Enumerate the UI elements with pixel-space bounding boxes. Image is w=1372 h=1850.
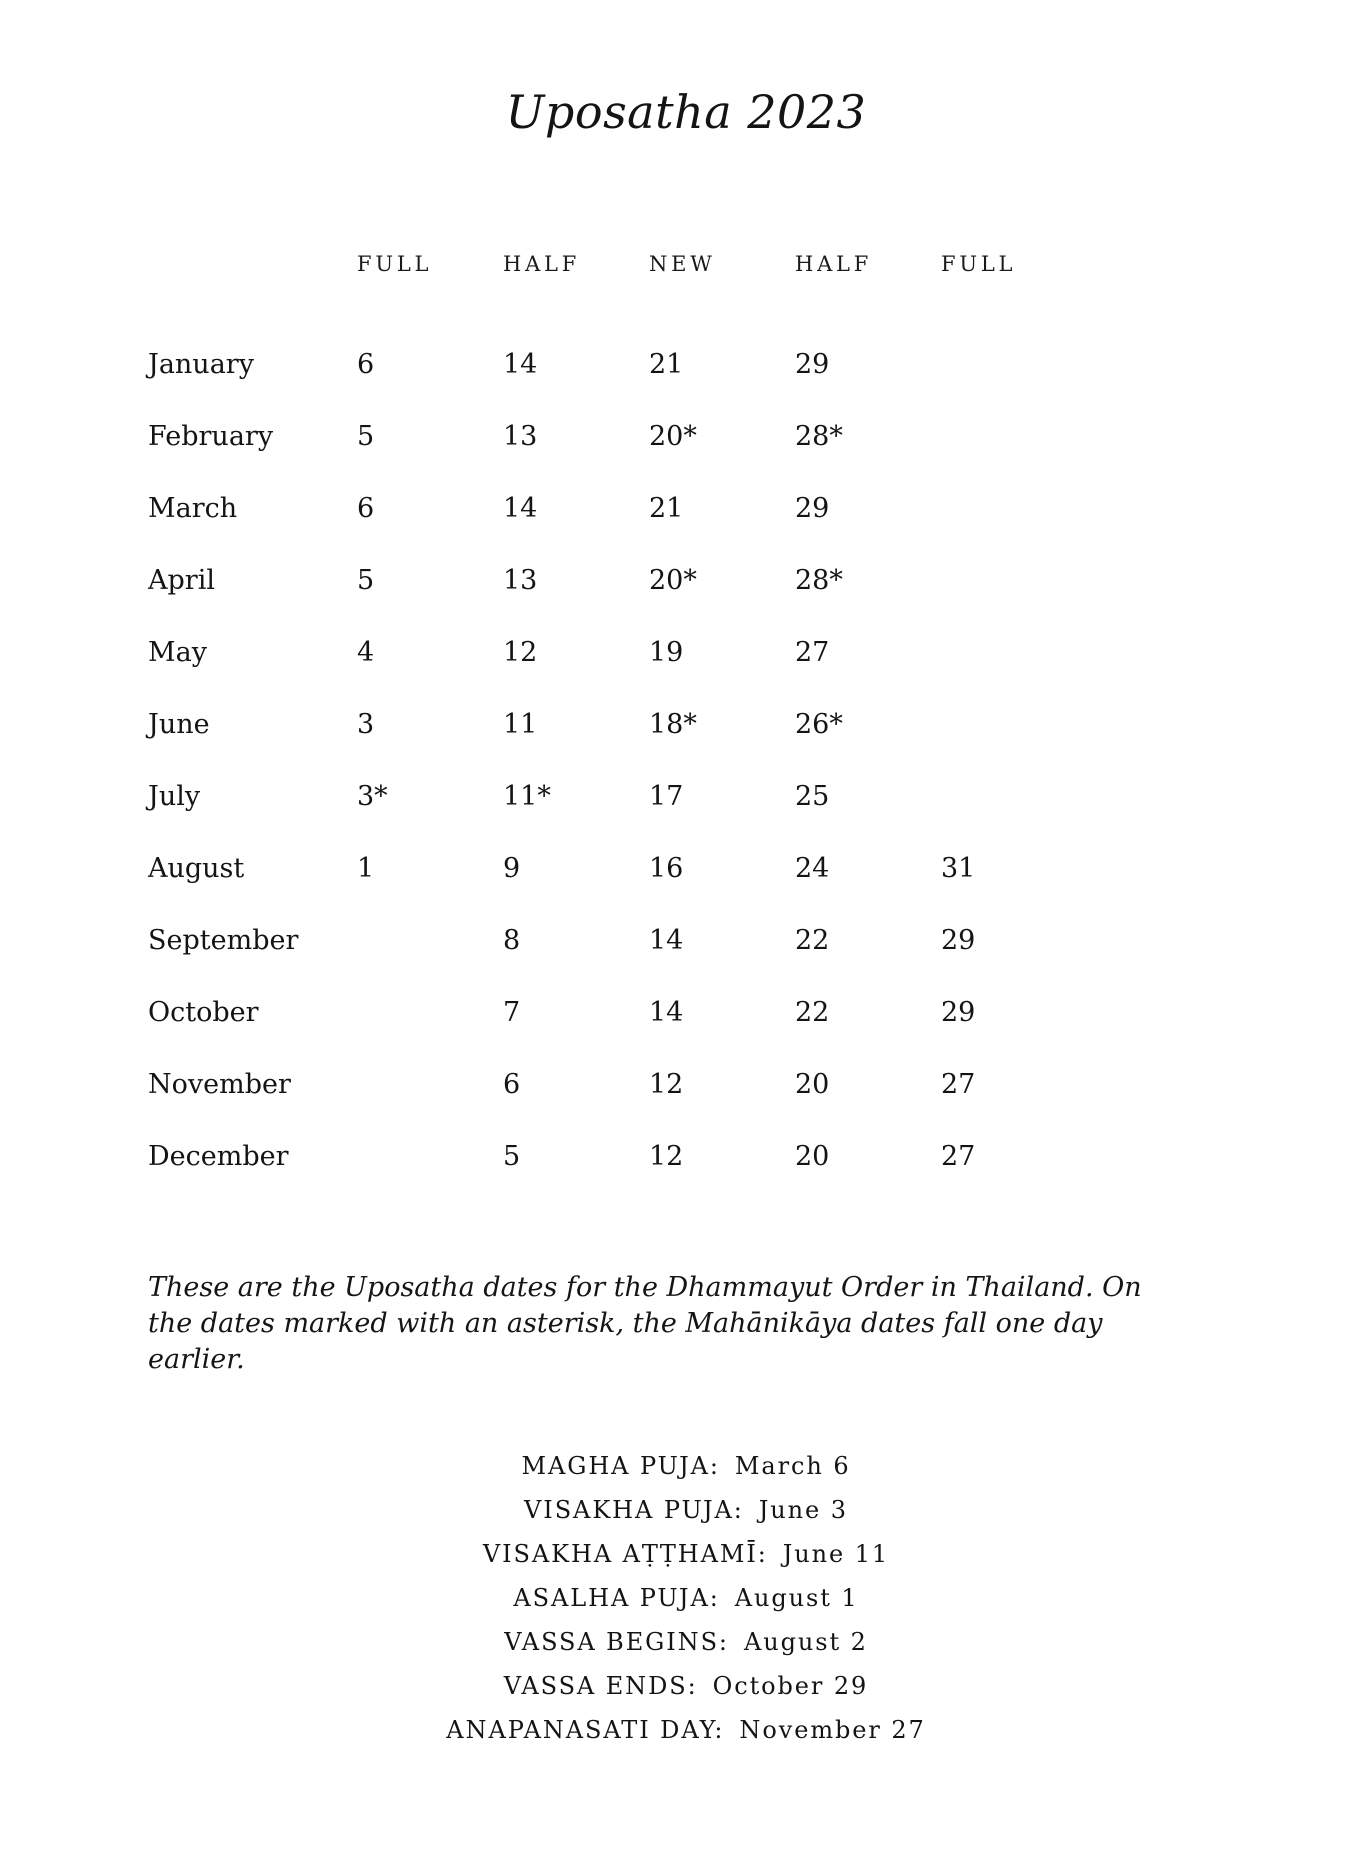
table-row <box>148 400 1087 472</box>
date-cell-new: 20* <box>649 420 697 452</box>
date-cell-half-1: 9 <box>503 852 521 884</box>
special-day-item <box>0 1708 1372 1752</box>
date-cell-full-2: 27 <box>941 1140 976 1172</box>
special-day-label: VASSA BEGINS: <box>504 1628 729 1656</box>
date-cell-full-1: 1 <box>357 852 375 884</box>
month-label: September <box>148 924 299 956</box>
date-cell-new: 19 <box>649 636 684 668</box>
date-cell-full-2 <box>941 544 1087 616</box>
date-cell-full-2 <box>941 400 1087 472</box>
table-row <box>148 1048 1087 1120</box>
table-row <box>148 544 1087 616</box>
special-day-date: August 2 <box>743 1628 868 1656</box>
special-day-label: VISAKHA PUJA: <box>524 1496 744 1524</box>
date-cell-new: 14 <box>649 996 684 1028</box>
date-cell-full-2: 29 <box>941 996 976 1028</box>
special-day-date: August 1 <box>734 1584 859 1612</box>
special-day-label: VISAKHA AṬṬHAMĪ: <box>482 1540 768 1568</box>
month-column-spacer <box>148 252 357 328</box>
date-cell-half-1: 11 <box>503 708 538 740</box>
table-row <box>148 616 1087 688</box>
month-label: January <box>148 348 254 380</box>
month-label: April <box>148 564 215 596</box>
date-cell-half-2: 26* <box>795 708 843 740</box>
table-row <box>148 976 1087 1048</box>
date-cell-full-1: 3* <box>357 780 388 812</box>
column-header-new: NEW <box>649 252 716 276</box>
special-day-item <box>0 1444 1372 1488</box>
date-cell-new: 16 <box>649 852 684 884</box>
table-row <box>148 832 1087 904</box>
column-header-row <box>148 252 1087 328</box>
date-cell-half-2: 29 <box>795 348 830 380</box>
special-day-item <box>0 1620 1372 1664</box>
month-label: July <box>148 780 201 812</box>
special-day-item <box>0 1576 1372 1620</box>
date-cell-half-1: 6 <box>503 1068 521 1100</box>
month-label: February <box>148 420 274 452</box>
date-cell-full-1: 5 <box>357 564 375 596</box>
special-day-item <box>0 1532 1372 1576</box>
month-label: October <box>148 996 259 1028</box>
date-cell-half-2: 27 <box>795 636 830 668</box>
special-day-label: MAGHA PUJA: <box>521 1452 720 1480</box>
date-cell-half-1: 12 <box>503 636 538 668</box>
date-cell-new: 18* <box>649 708 697 740</box>
date-cell-new: 17 <box>649 780 684 812</box>
date-cell-new: 12 <box>649 1140 684 1172</box>
date-cell-new: 12 <box>649 1068 684 1100</box>
footnote: These are the Uposatha dates for the Dhammayut Order in Thailand. On the dates marked with an asterisk, the Mahānikāya dates fall one day earlier. <box>148 1272 1142 1375</box>
special-day-date: October 29 <box>712 1672 869 1700</box>
date-cell-full-1: 5 <box>357 420 375 452</box>
date-cell-half-2: 25 <box>795 780 830 812</box>
date-cell-half-1: 14 <box>503 492 538 524</box>
table-row <box>148 688 1087 760</box>
date-cell-full-1: 6 <box>357 348 375 380</box>
special-day-date: June 3 <box>758 1496 848 1524</box>
table-row <box>148 1120 1087 1192</box>
date-cell-half-2: 24 <box>795 852 830 884</box>
date-cell-half-2: 28* <box>795 420 843 452</box>
table-row <box>148 760 1087 832</box>
column-header-full-1: FULL <box>357 252 433 276</box>
date-cell-half-1: 11* <box>503 780 551 812</box>
special-day-label: VASSA ENDS: <box>503 1672 698 1700</box>
uposatha-table <box>148 252 1087 1192</box>
month-label: May <box>148 636 207 668</box>
date-cell-half-2: 29 <box>795 492 830 524</box>
date-cell-half-2: 22 <box>795 996 830 1028</box>
column-header-half-1: HALF <box>503 252 581 276</box>
date-cell-half-2: 20 <box>795 1068 830 1100</box>
date-cell-half-2: 28* <box>795 564 843 596</box>
date-cell-half-1: 13 <box>503 564 538 596</box>
date-cell-full-2 <box>941 472 1087 544</box>
special-day-label: ASALHA PUJA: <box>513 1584 720 1612</box>
date-cell-new: 20* <box>649 564 697 596</box>
date-cell-full-2 <box>941 688 1087 760</box>
date-cell-half-1: 8 <box>503 924 521 956</box>
special-day-label: ANAPANASATI DAY: <box>446 1716 725 1744</box>
date-cell-new: 21 <box>649 348 684 380</box>
page-title: Uposatha 2023 <box>505 85 867 139</box>
date-cell-half-2: 20 <box>795 1140 830 1172</box>
date-cell-full-1 <box>357 976 503 1048</box>
date-cell-full-1 <box>357 904 503 976</box>
date-cell-half-1: 5 <box>503 1140 521 1172</box>
date-cell-full-1: 3 <box>357 708 375 740</box>
date-cell-full-1 <box>357 1048 503 1120</box>
date-cell-full-2 <box>941 328 1087 400</box>
special-day-item <box>0 1664 1372 1708</box>
column-header-full-2: FULL <box>941 252 1017 276</box>
special-days-list <box>0 1444 1372 1752</box>
month-label: August <box>148 852 245 884</box>
month-label: November <box>148 1068 291 1100</box>
date-cell-full-2: 29 <box>941 924 976 956</box>
month-label: March <box>148 492 238 524</box>
column-header-half-2: HALF <box>795 252 873 276</box>
table-row <box>148 472 1087 544</box>
date-cell-new: 14 <box>649 924 684 956</box>
date-cell-half-2: 22 <box>795 924 830 956</box>
date-cell-full-1 <box>357 1120 503 1192</box>
date-cell-new: 21 <box>649 492 684 524</box>
table-row <box>148 904 1087 976</box>
date-cell-half-1: 14 <box>503 348 538 380</box>
date-cell-half-1: 7 <box>503 996 521 1028</box>
special-day-date: November 27 <box>739 1716 926 1744</box>
month-label: December <box>148 1140 289 1172</box>
date-cell-full-2 <box>941 616 1087 688</box>
special-day-date: June 11 <box>782 1540 890 1568</box>
date-cell-full-2: 27 <box>941 1068 976 1100</box>
date-cell-half-1: 13 <box>503 420 538 452</box>
month-label: June <box>148 708 210 740</box>
date-cell-full-2: 31 <box>941 852 976 884</box>
special-day-item <box>0 1488 1372 1532</box>
special-day-date: March 6 <box>734 1452 851 1480</box>
date-cell-full-1: 4 <box>357 636 375 668</box>
date-cell-full-2 <box>941 760 1087 832</box>
table-row <box>148 328 1087 400</box>
date-cell-full-1: 6 <box>357 492 375 524</box>
